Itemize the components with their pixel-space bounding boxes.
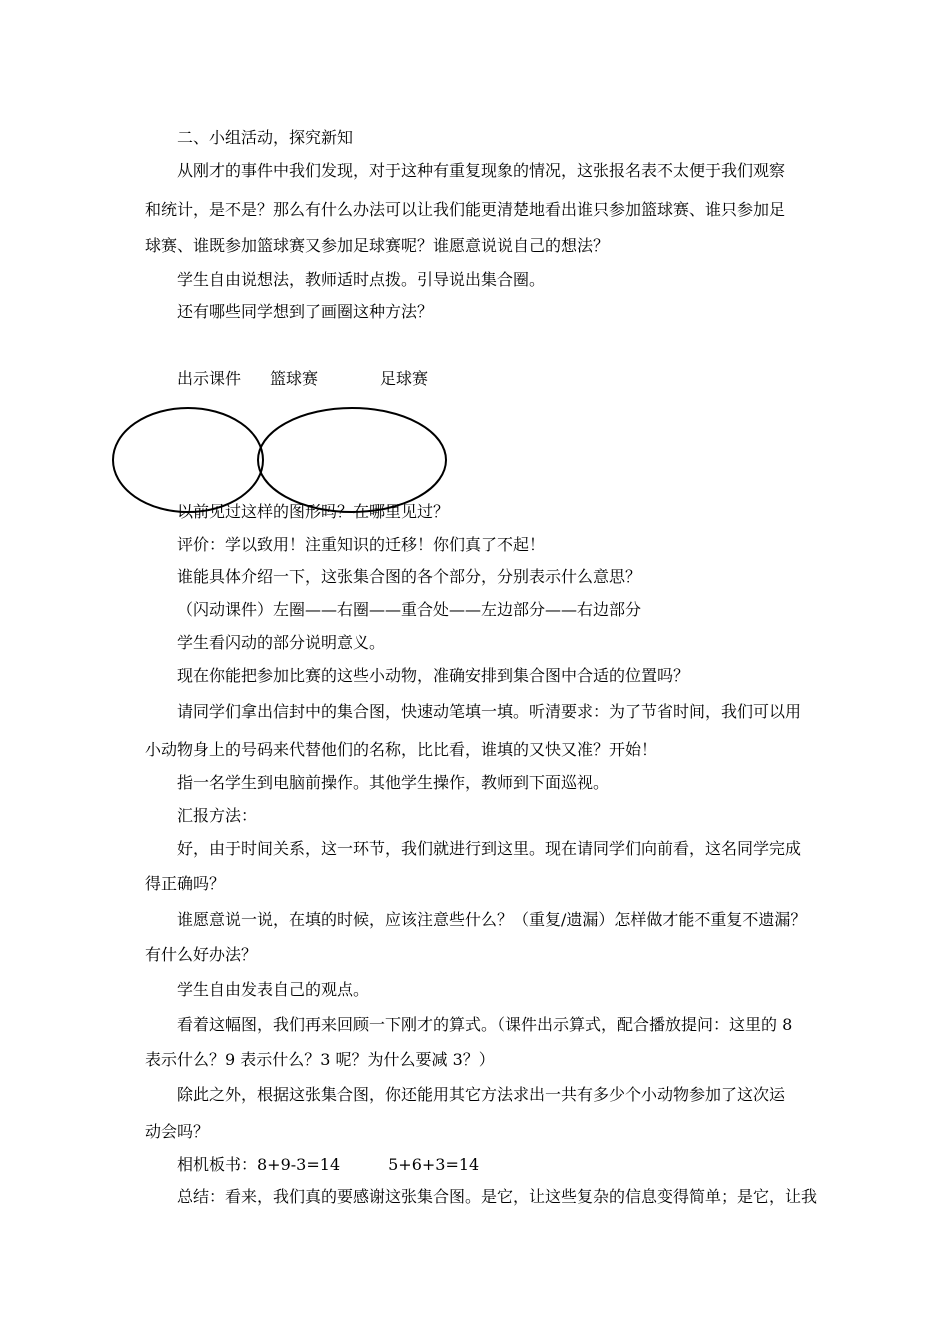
paragraph-line: 还有哪些同学想到了画圈这种方法？ (177, 302, 434, 321)
body-line: 学生自由发表自己的观点。 (177, 980, 370, 999)
body-line: 学生看闪动的部分说明意义。 (177, 633, 386, 652)
body-line: 除此之外，根据这张集合图，你还能用其它方法求出一共有多少个小动物参加了这次运 (177, 1085, 786, 1104)
venn-right-circle (258, 408, 446, 512)
body-line: 请同学们拿出信封中的集合图，快速动笔填一填。听清要求：为了节省时间，我们可以用 (177, 702, 802, 721)
body-line: 相机板书：8+9-3=14 5+6+3=14 (177, 1155, 480, 1174)
body-line: 汇报方法： (177, 806, 258, 825)
football-label: 足球赛 (380, 369, 429, 388)
paragraph-line: 球赛、谁既参加篮球赛又参加足球赛呢？谁愿意说说自己的想法？ (145, 236, 610, 255)
basketball-label: 篮球赛 (270, 369, 319, 388)
section-heading: 二、小组活动，探究新知 (177, 128, 354, 147)
body-line: （闪动课件）左圈——右圈——重合处——左边部分——右边部分 (177, 600, 642, 619)
body-line: 总结：看来，我们真的要感谢这张集合图。是它，让这些复杂的信息变得简单；是它，让我 (177, 1187, 818, 1206)
body-line: 谁能具体介绍一下，这张集合图的各个部分，分别表示什么意思？ (177, 567, 642, 586)
paragraph-line: 和统计，是不是？那么有什么办法可以让我们能更清楚地看出谁只参加篮球赛、谁只参加足 (145, 200, 786, 219)
show-courseware-label: 出示课件 (177, 369, 242, 388)
body-line: 以前见过这样的图形吗？在哪里见过？ (177, 502, 450, 521)
body-line: 得正确吗？ (145, 874, 226, 893)
paragraph-line: 从刚才的事件中我们发现，对于这种有重复现象的情况，这张报名表不太便于我们观察 (177, 161, 786, 180)
venn-left-circle (113, 408, 263, 512)
body-line: 谁愿意说一说，在填的时候，应该注意些什么？（重复/遗漏）怎样做才能不重复不遗漏？ (177, 910, 807, 929)
body-line: 看着这幅图，我们再来回顾一下刚才的算式。（课件出示算式，配合播放提问：这里的 8 (177, 1015, 793, 1034)
body-line: 有什么好办法？ (145, 945, 258, 964)
venn-diagram (100, 405, 460, 515)
paragraph-line: 学生自由说想法，教师适时点拨。引导说出集合圈。 (177, 270, 546, 289)
body-line: 表示什么？9 表示什么？3 呢？为什么要减 3？） (145, 1050, 495, 1069)
body-line: 好，由于时间关系，这一环节，我们就进行到这里。现在请同学们向前看，这名同学完成 (177, 839, 802, 858)
body-line: 指一名学生到电脑前操作。其他学生操作，教师到下面巡视。 (177, 773, 610, 792)
body-line: 小动物身上的号码来代替他们的名称，比比看，谁填的又快又准？开始！ (145, 740, 658, 759)
body-line: 评价：学以致用！注重知识的迁移！你们真了不起！ (177, 535, 546, 554)
body-line: 动会吗？ (145, 1122, 210, 1141)
body-line: 现在你能把参加比赛的这些小动物，准确安排到集合图中合适的位置吗？ (177, 666, 690, 685)
